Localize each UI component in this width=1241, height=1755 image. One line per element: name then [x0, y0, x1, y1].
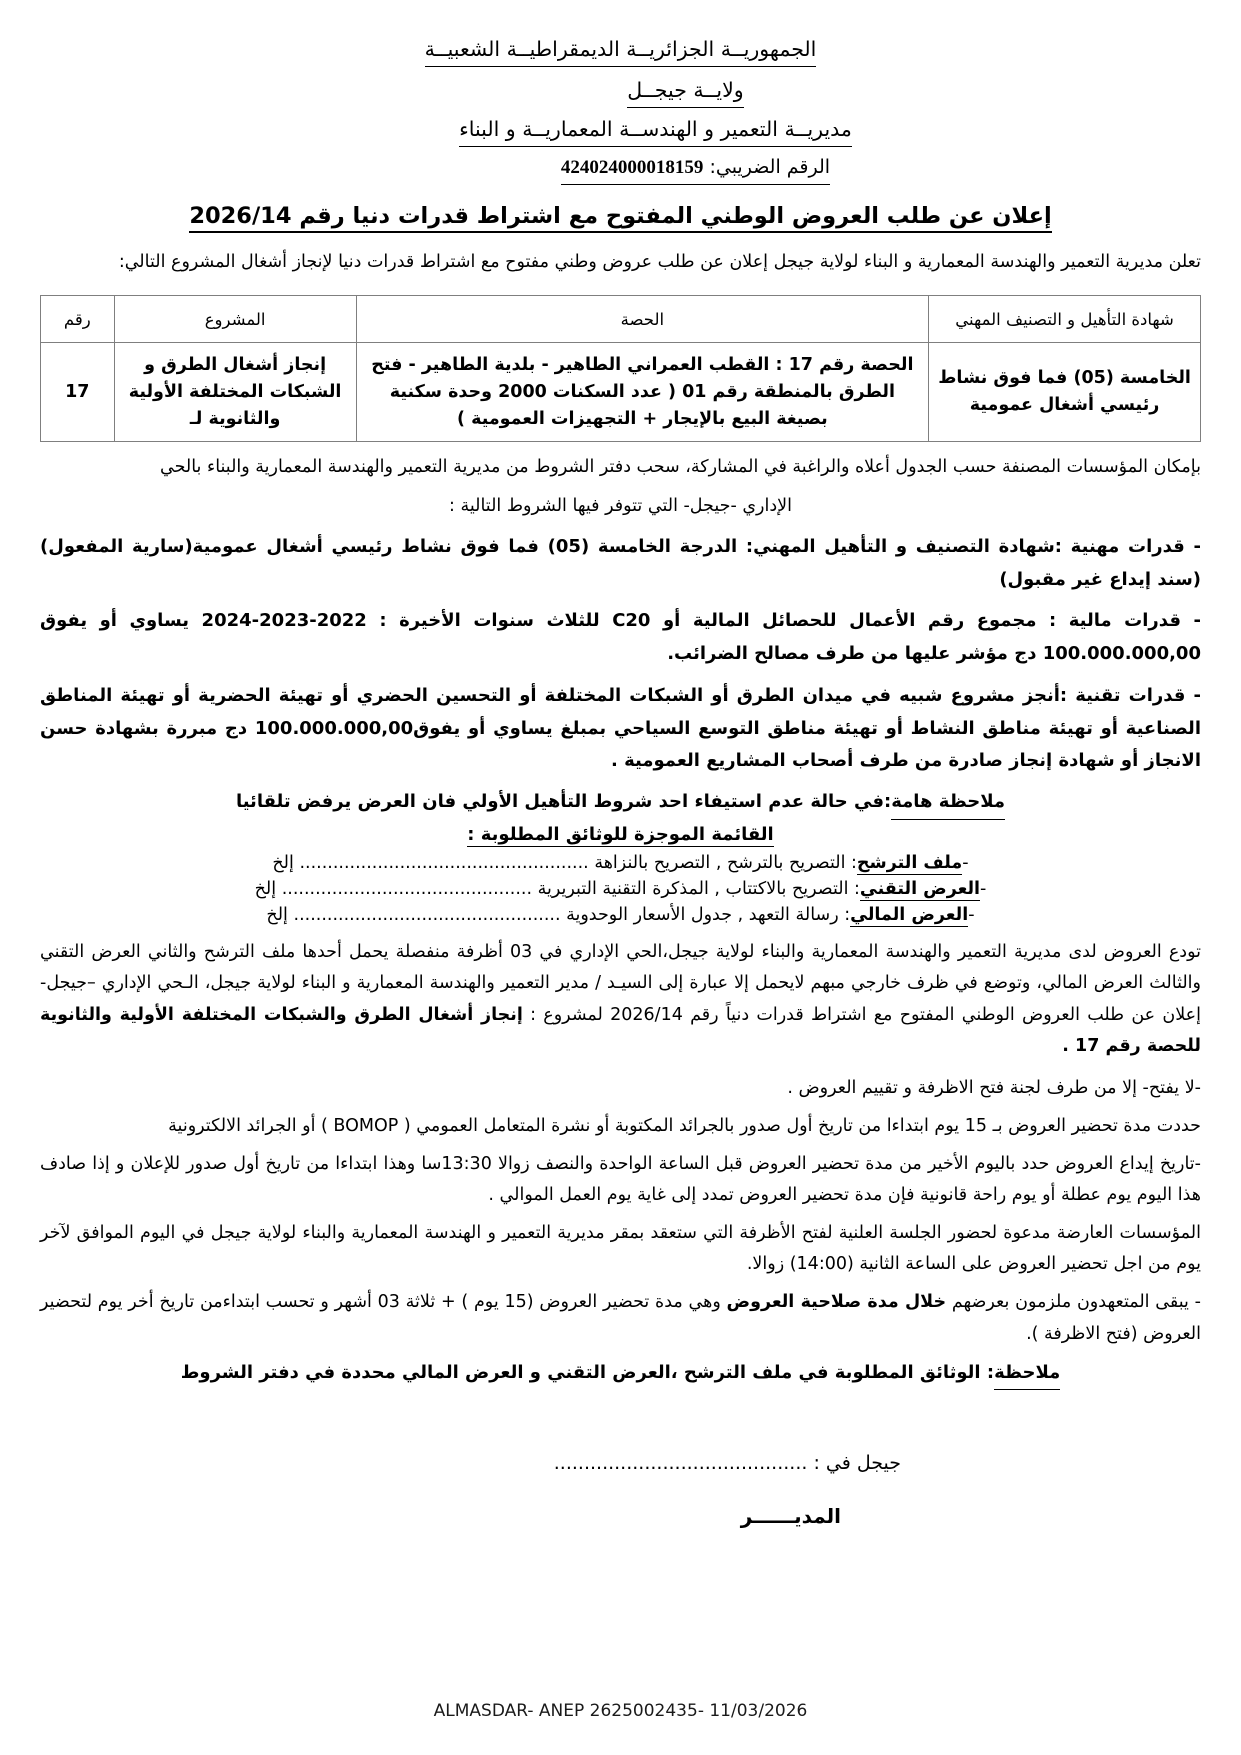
deadline-preparation: حددت مدة تحضير العروض بـ 15 يوم ابتداءا من تاريخ أول صدور بالجرائد المكتوبة أو نشرة المتعامل العمومي ( BOMOP ) أو الجرائد الالكترونية: [168, 1115, 1201, 1136]
validity-bold: خلال مدة صلاحية العروض: [726, 1292, 947, 1313]
final-note: [40, 1358, 1201, 1391]
important-note-label: ملاحظة هامة: [891, 787, 1005, 820]
header-wilaya-text: ولايــة جيجــل: [627, 75, 743, 108]
table-row: [41, 343, 1201, 442]
doc-label-technical: العرض التقني: [859, 878, 981, 899]
doc-label-financial: العرض المالي: [850, 904, 969, 925]
tender-table: [40, 295, 1201, 442]
doc-text-financial: : رسالة التعهد , جدول الأسعار الوحدوية: [566, 904, 851, 925]
header-tax-number: الرقم الضريبي: 424024000018159: [40, 153, 1201, 185]
doc-end-financial: إلخ: [266, 904, 288, 925]
deposit-paragraph: [40, 937, 1201, 1063]
document-header: [40, 34, 1201, 185]
participation-line-1: بإمكان المؤسسات المصنفة حسب الجدول أعلاه والراغبة في المشاركة، سحب دفتر الشروط من مديرية التعمير والهندسة المعمارية والبناء بالحي: [159, 457, 1201, 478]
column-header-certificate: شهادة التأهيل و التصنيف المهني: [929, 296, 1201, 343]
opening-committee-note: -لا يفتح- إلا من طرف لجنة فتح الاظرفة و تقييم العروض .: [787, 1077, 1201, 1098]
important-note-text: :في حالة عدم استيفاء احد شروط التأهيل الأولي فان العرض يرفض تلقائيا: [235, 791, 892, 812]
column-header-num: رقم: [41, 296, 115, 343]
header-republic-text: الجمهوريــة الجزائريــة الديمقراطيــة الشعبيــة: [425, 34, 817, 67]
validity-suffix: وهي مدة تحضير العروض (15 يوم ) + ثلاثة 03 أشهر و تحسب ابتداءمن تاريخ أخر يوم لتحضير العروض (فتح الاظرفة ).: [40, 1292, 1201, 1344]
table-header-row: [41, 296, 1201, 343]
deposit-text: تودع العروض لدى مديرية التعمير والهندسة المعمارية والبناء لولاية جيجل،الحي الإداري في 03 أظرفة منفصلة يحمل أحدها ملف الترشح والثاني العرض التقني والثالث العرض المالي، وتوضع في ظرف خارجي مبهم لايحمل إلا عبارة إلى السيـد / مدير التعمير والهندسة المعمارية و البناء لولاية جيجل، الـحي الإداري –جيجل- إعلان عن طلب العروض الوطني المفتوح مع اشتراط قدرات دنياً رقم 2026/14 لمشروع :: [40, 941, 1201, 1025]
signature-place-line: [40, 1452, 901, 1474]
important-note: [40, 787, 1201, 820]
header-directorate: [40, 114, 1201, 147]
documents-heading-text: القائمة الموجزة للوثائق المطلوبة :: [467, 823, 774, 845]
doc-end-candidacy: إلخ: [272, 852, 294, 873]
header-wilaya: [40, 75, 1201, 108]
doc-dots-candidacy: ....................................................: [299, 852, 589, 873]
column-header-lot: الحصة: [356, 296, 929, 343]
doc-dots-financial: ................................................: [293, 904, 561, 925]
intro-paragraph: تعلن مديرية التعمير والهندسة المعمارية و البناء لولاية جيجل إعلان عن طلب عروض وطني مفتوح مع اشتراط قدرات دنيا لإنجاز أشغال المشروع التالي:: [118, 252, 1201, 273]
cell-lot: الحصة رقم 17 : القطب العمراني الطاهير - بلدية الطاهير - فتح الطرق بالمنطقة رقم 01 ( عدد السكنات 2000 وحدة سكنية بصيغة البيع بالإيجار + التجهيزات العمومية ): [356, 343, 929, 442]
public-session-note: المؤسسات العارضة مدعوة لحضور الجلسة العلنية لفتح الأظرفة التي ستعقد بمقر مديرية التعمير و الهندسة المعمارية والبناء لولاية جيجل في اليوم الموافق لآخر يوم من اجل تحضير العروض على الساعة الثانية (14:00) زوالا.: [40, 1223, 1201, 1275]
doc-text-candidacy: : التصريح بالترشح , التصريح بالنزاهة: [594, 852, 857, 873]
doc-label-candidacy: ملف الترشح: [856, 852, 963, 873]
condition-professional: - قدرات مهنية :شهادة التصنيف و التأهيل المهني: الدرجة الخامسة (05) فما فوق نشاط رئيسي أشغال عمومية(سارية المفعول) (سند إيداع غير مقبول): [40, 535, 1201, 590]
table-header: [41, 296, 1201, 343]
header-republic: [40, 34, 1201, 67]
signature-block: [40, 1452, 1201, 1528]
document-item-technical: -العرض التقني: التصريح بالاكتتاب , المذكرة التقنية التبريرية ............................................. إلخ: [254, 878, 987, 899]
deadline-submission: -تاريخ إيداع العروض حدد باليوم الأخير من مدة تحضير العروض قبل الساعة الواحدة والنصف زوالا 13:30سا وهذا ابتداءا من تاريخ أول صدور للإعلان و إذا صادف هذا اليوم يوم عطلة أو يوم راحة قانونية فإن مدة تحضير العروض تمدد إلى غاية يوم العمل الموالي .: [40, 1153, 1201, 1206]
doc-dots-technical: .............................................: [281, 878, 533, 899]
condition-technical: - قدرات تقنية :أنجز مشروع شبيه في ميدان الطرق أو الشبكات المختلفة أو التحسين الحضري أو تهيئة الحضرية أو تهيئة المناطق الصناعية أو تهيئة مناطق النشاط أو تهيئة مناطق التوسع السياحي بمبلغ يساوي أو يفوق100.000.000,00 دج مبررة بشهادة حسن الانجاز أو شهادة إنجاز صادرة من طرف أصحاب المشاريع العمومية .: [40, 684, 1201, 772]
deposit-project-bold: إنجاز أشغال الطرق والشبكات المختلفة الأولية والثانوية للحصة رقم 17 .: [40, 1004, 1201, 1057]
signature-director-title: المديــــــر: [740, 1504, 841, 1529]
page-title: [40, 203, 1201, 233]
table-body: [41, 343, 1201, 442]
final-note-label: ملاحظة: [994, 1358, 1060, 1391]
validity-prefix: - يبقى المتعهدون ملزمون بعرضهم: [946, 1292, 1201, 1313]
signature-place-dots: ..........................................: [553, 1452, 808, 1475]
offer-validity: [40, 1287, 1201, 1349]
cell-certificate: الخامسة (05) فما فوق نشاط رئيسي أشغال عمومية: [929, 343, 1201, 442]
tax-number-value: 424024000018159: [560, 157, 704, 179]
doc-text-technical: : التصريح بالاكتتاب , المذكرة التقنية التبريرية: [537, 878, 860, 899]
document-item-candidacy: -ملف الترشح: التصريح بالترشح , التصريح بالنزاهة .................................................... إلخ: [272, 852, 969, 873]
cell-num: 17: [41, 343, 115, 442]
tax-label: الرقم الضريبي: [715, 156, 831, 179]
condition-financial: - قدرات مالية : مجموع رقم الأعمال للحصائل المالية أو C20 للثلاث سنوات الأخيرة : 2022-2023-2024 يساوي أو يفوق 100.000.000,00 دج مؤشر عليها من طرف مصالح الضرائب.: [40, 610, 1201, 664]
page-title-text: إعلان عن طلب العروض الوطني المفتوح مع اشتراط قدرات دنيا رقم 2026/14: [189, 203, 1051, 233]
cell-project: إنجاز أشغال الطرق و الشبكات المختلفة الأولية والثانوية لـ: [114, 343, 356, 442]
document-item-financial: -العرض المالي: رسالة التعهد , جدول الأسعار الوحدوية ................................................ إلخ: [266, 904, 975, 925]
signature-place-label: جيجل في :: [807, 1452, 901, 1475]
document-footer: ALMASDAR- ANEP 2625002435- 11/03/2026: [433, 1701, 808, 1721]
participation-line-2: الإداري -جيجل- التي تتوفر فيها الشروط التالية :: [449, 495, 792, 516]
header-directorate-text: مديريــة التعمير و الهندســة المعماريــة و البناء: [459, 114, 852, 147]
final-note-text: : الوثائق المطلوبة في ملف الترشح ،العرض التقني و العرض المالي محددة في دفتر الشروط: [180, 1361, 995, 1383]
column-header-project: المشروع: [114, 296, 356, 343]
doc-end-technical: إلخ: [254, 878, 277, 899]
documents-heading: [40, 824, 1201, 847]
